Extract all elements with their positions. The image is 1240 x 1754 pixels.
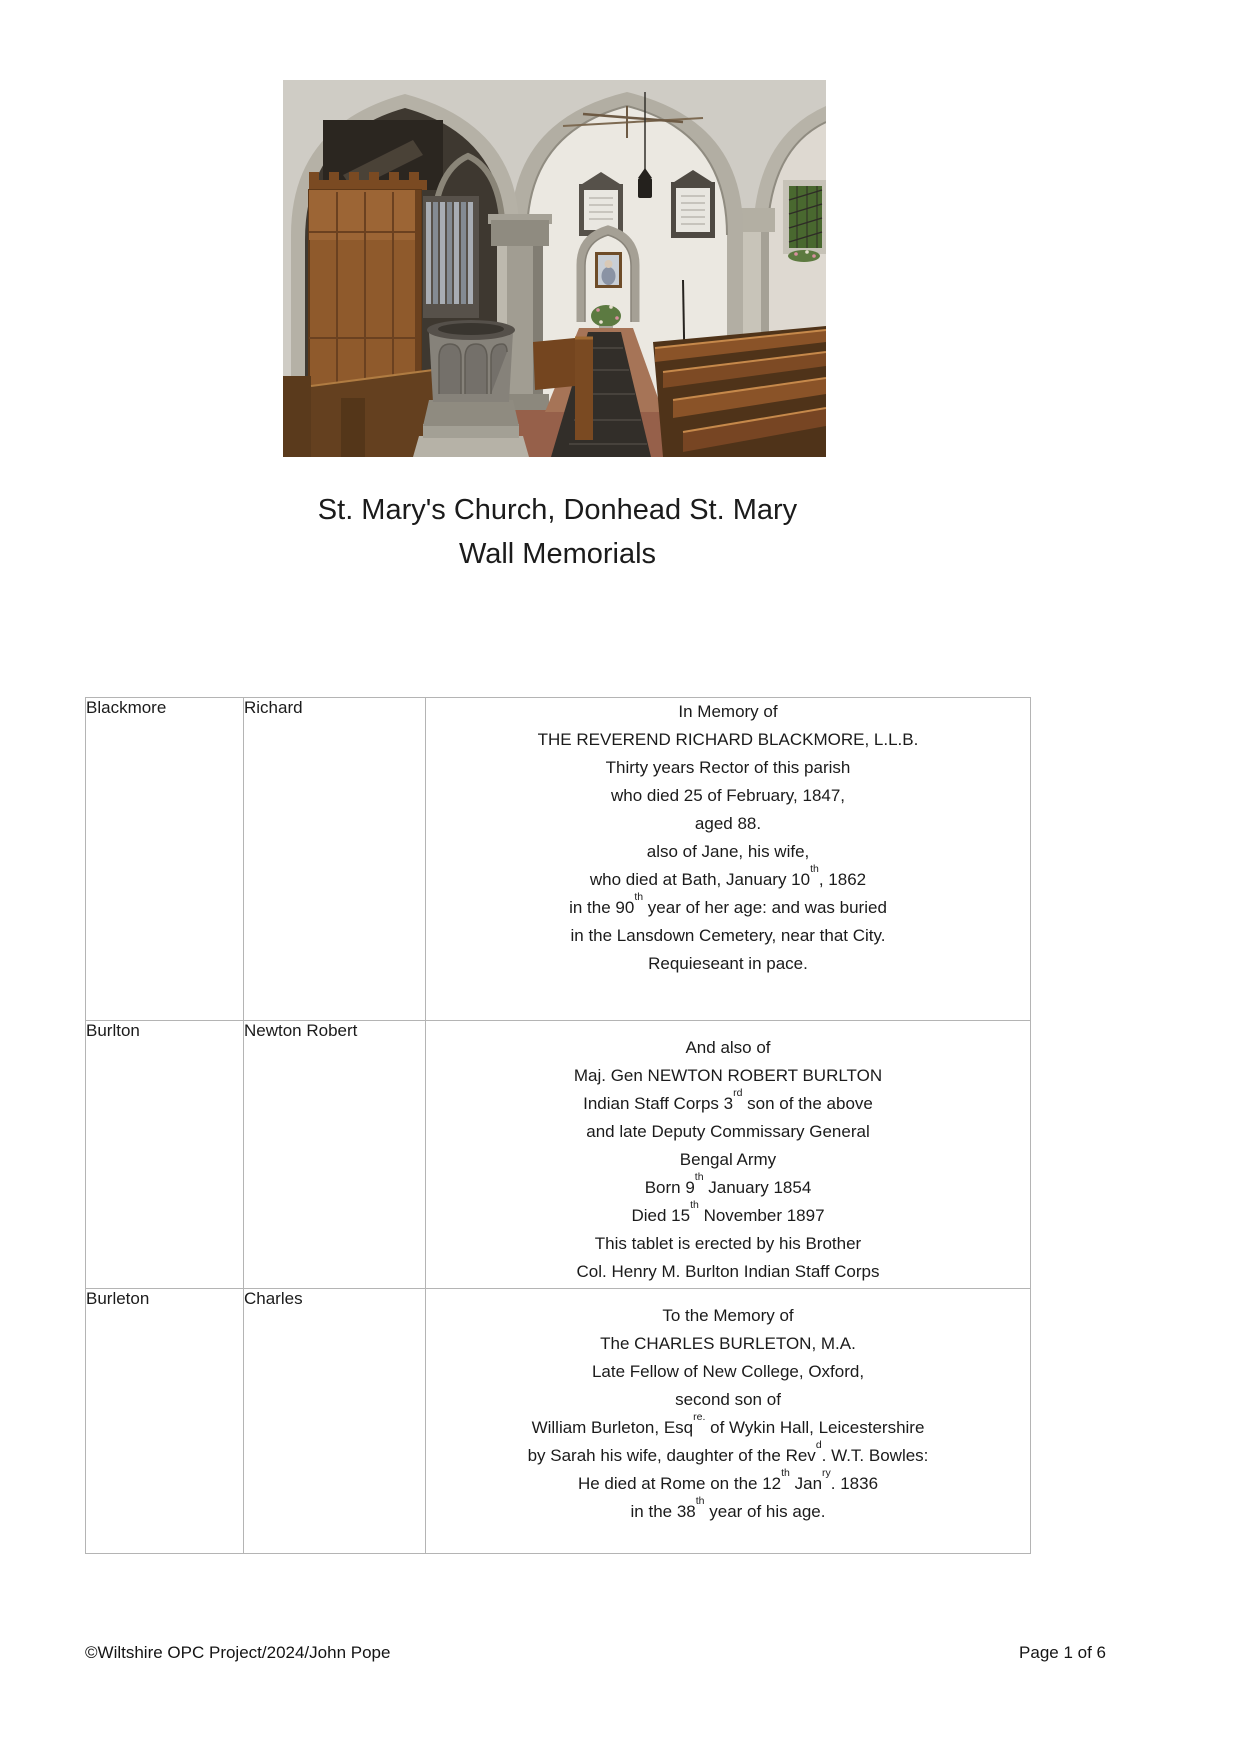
memorial-line: Bengal Army — [679, 1150, 777, 1169]
memorial-line: second son of — [675, 1390, 781, 1409]
footer-page-number: Page 1 of 6 — [1019, 1643, 1106, 1662]
memorial-line: William Burleton, Esq$^{re.}$ of Wykin Hall, Leicestershire — [531, 1411, 925, 1437]
memorial-line: Indian Staff Corps 3rd son of the above — [583, 1087, 873, 1113]
memorial-line: He died at Rome on the 12th Jan$^{ry}$. 1836 — [577, 1467, 879, 1493]
memorial-cell — [426, 1289, 1031, 1554]
pews-right — [533, 326, 826, 457]
memorial-line: and late Deputy Commissary General — [586, 1122, 870, 1141]
memorials-table — [85, 697, 1031, 1554]
memorial-line: who died at Bath, January 10th, 1862 — [589, 863, 867, 889]
surname-cell: Burleton — [86, 1289, 244, 1554]
madonna-picture — [595, 252, 622, 288]
title-block — [85, 488, 1030, 576]
memorial-cell — [426, 1021, 1031, 1289]
surname-cell: Blackmore — [86, 698, 244, 1021]
footer-copyright: ©Wiltshire OPC Project/2024/John Pope — [85, 1643, 391, 1662]
church-photo-illustration — [283, 80, 826, 457]
memorial-line: Thirty years Rector of this parish — [605, 758, 851, 777]
church-interior-photo — [283, 80, 826, 457]
forename-cell: Richard — [244, 698, 426, 1021]
memorial-line: Born 9th January 1854 — [644, 1171, 812, 1197]
table-row — [86, 698, 1031, 1021]
page-footer — [85, 1643, 1106, 1663]
wall-plaque-right — [671, 170, 715, 238]
memorial-line: The CHARLES BURLETON, M.A. — [600, 1334, 856, 1353]
memorial-line: Col. Henry M. Burlton Indian Staff Corps — [576, 1262, 880, 1281]
surname-cell: Burlton — [86, 1021, 244, 1289]
memorial-line: by Sarah his wife, daughter of the Rev$^d$. W.T. Bowles: — [527, 1439, 929, 1465]
memorial-line: In Memory of — [678, 702, 778, 721]
memorial-line: To the Memory of — [662, 1306, 794, 1325]
memorial-cell — [426, 698, 1031, 1021]
page-title: St. Mary's Church, Donhead St. Mary — [317, 494, 798, 526]
memorial-line: And also of — [685, 1038, 771, 1057]
organ-case — [309, 172, 427, 390]
memorial-line: aged 88. — [694, 814, 762, 833]
memorial-line: This tablet is erected by his Brother — [594, 1234, 862, 1253]
memorial-line: Requieseant in pace. — [648, 954, 808, 973]
memorial-line: Late Fellow of New College, Oxford, — [591, 1362, 865, 1381]
memorial-line: in the 38th year of his age. — [630, 1495, 826, 1521]
memorial-line: in the Lansdown Cemetery, near that City. — [570, 926, 886, 945]
table-row — [86, 1021, 1031, 1289]
memorial-line: Died 15th November 1897 — [631, 1199, 825, 1225]
memorial-line: who died 25 of February, 1847, — [610, 786, 846, 805]
organ-pipes — [423, 196, 479, 318]
table-row — [86, 1289, 1031, 1554]
stained-glass-window — [783, 180, 826, 262]
memorial-line: Maj. Gen NEWTON ROBERT BURLTON — [573, 1066, 883, 1085]
memorial-line: also of Jane, his wife, — [646, 842, 810, 861]
memorial-line: THE REVEREND RICHARD BLACKMORE, L.L.B. — [537, 730, 919, 749]
forename-cell: Newton Robert — [244, 1021, 426, 1289]
page-subtitle: Wall Memorials — [458, 538, 657, 570]
forename-cell: Charles — [244, 1289, 426, 1554]
memorial-line: in the 90th year of her age: and was buried — [569, 891, 887, 917]
